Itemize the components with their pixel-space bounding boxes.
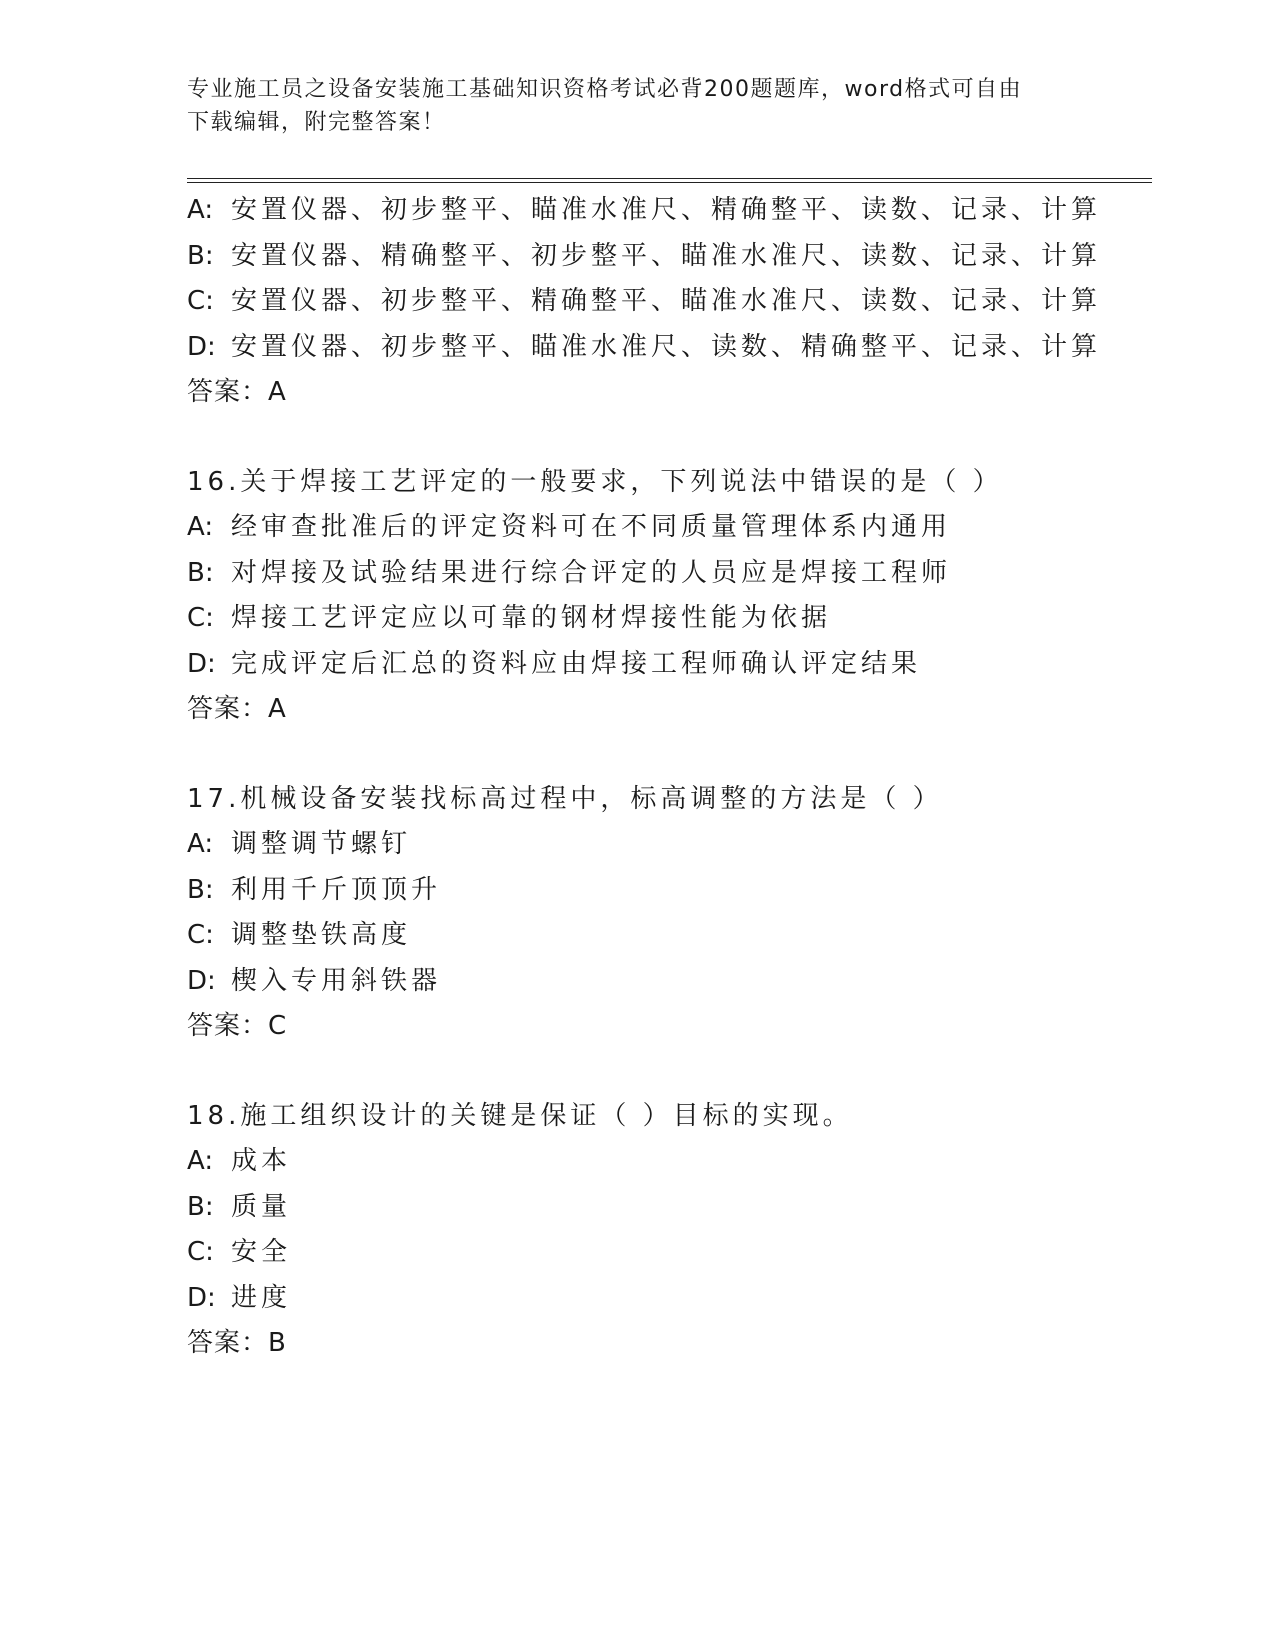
option-a xyxy=(187,188,1147,234)
option-letter: C: xyxy=(187,920,214,950)
header-divider-top xyxy=(187,178,1152,179)
option-c xyxy=(187,279,1147,325)
question-17-block xyxy=(187,777,1147,1050)
question-text: 16.关于焊接工艺评定的一般要求，下列说法中错误的是（ ） xyxy=(187,466,1003,497)
answer-line: 答案：A xyxy=(187,377,287,407)
option-text: 进度 xyxy=(231,1282,292,1313)
option-d xyxy=(187,959,1147,1005)
option-text: 安全 xyxy=(231,1237,292,1267)
option-letter: A: xyxy=(187,1146,214,1176)
option-letter: A: xyxy=(187,829,214,859)
option-c xyxy=(187,596,1147,642)
spacer xyxy=(187,1050,1147,1094)
answer-line: 答案：B xyxy=(187,1328,287,1358)
question-text: 18.施工组织设计的关键是保证（ ）目标的实现。 xyxy=(187,1100,853,1131)
option-text: 安置仪器、初步整平、瞄准水准尺、读数、精确整平、记录、计算 xyxy=(231,331,1102,362)
option-b xyxy=(187,1185,1147,1231)
option-b xyxy=(187,868,1147,914)
option-text: 楔入专用斜铁器 xyxy=(231,965,442,996)
option-d xyxy=(187,1276,1147,1322)
option-b xyxy=(187,234,1147,280)
option-letter: A: xyxy=(187,512,214,542)
option-letter: C: xyxy=(187,286,214,316)
question-list xyxy=(187,188,1147,1367)
option-text: 安置仪器、初步整平、精确整平、瞄准水准尺、读数、记录、计算 xyxy=(231,286,1102,316)
header-line-2: 下载编辑，附完整答案！ xyxy=(187,110,446,135)
question-text: 17.机械设备安装找标高过程中，标高调整的方法是（ ） xyxy=(187,783,943,814)
option-text: 经审查批准后的评定资料可在不同质量管理体系内通用 xyxy=(231,512,952,542)
option-text: 安置仪器、精确整平、初步整平、瞄准水准尺、读数、记录、计算 xyxy=(231,240,1102,271)
option-letter: C: xyxy=(187,1237,214,1267)
question-15-block xyxy=(187,188,1147,416)
option-text: 焊接工艺评定应以可靠的钢材焊接性能为依据 xyxy=(231,603,832,633)
option-text: 调整垫铁高度 xyxy=(231,920,412,950)
option-letter: D: xyxy=(187,648,216,679)
option-letter: D: xyxy=(187,1282,216,1313)
header-divider-bottom xyxy=(187,182,1152,183)
option-letter: B: xyxy=(187,874,214,905)
option-b xyxy=(187,551,1147,597)
spacer xyxy=(187,733,1147,777)
option-text: 对焊接及试验结果进行综合评定的人员应是焊接工程师 xyxy=(231,557,952,588)
answer-line: 答案：A xyxy=(187,694,287,724)
document-header xyxy=(187,73,1087,139)
question-16-block xyxy=(187,460,1147,733)
option-letter: B: xyxy=(187,1191,214,1222)
option-text: 完成评定后汇总的资料应由焊接工程师确认评定结果 xyxy=(231,648,922,679)
option-a xyxy=(187,1139,1147,1185)
option-d xyxy=(187,642,1147,688)
option-letter: B: xyxy=(187,557,214,588)
option-text: 调整调节螺钉 xyxy=(231,829,412,859)
option-text: 安置仪器、初步整平、瞄准水准尺、精确整平、读数、记录、计算 xyxy=(231,195,1102,225)
option-text: 利用千斤顶顶升 xyxy=(231,874,442,905)
option-text: 成本 xyxy=(231,1146,292,1176)
option-text: 质量 xyxy=(231,1191,292,1222)
header-line-1: 专业施工员之设备安装施工基础知识资格考试必背200题题库，word格式可自由 xyxy=(187,77,1023,102)
answer-line: 答案：C xyxy=(187,1011,288,1041)
option-letter: B: xyxy=(187,240,214,271)
option-a xyxy=(187,822,1147,868)
option-a xyxy=(187,505,1147,551)
option-c xyxy=(187,1230,1147,1276)
option-d xyxy=(187,325,1147,371)
option-letter: D: xyxy=(187,965,216,996)
option-letter: A: xyxy=(187,195,214,225)
spacer xyxy=(187,416,1147,460)
option-c xyxy=(187,913,1147,959)
question-18-block xyxy=(187,1094,1147,1367)
option-letter: C: xyxy=(187,603,214,633)
option-letter: D: xyxy=(187,331,216,362)
